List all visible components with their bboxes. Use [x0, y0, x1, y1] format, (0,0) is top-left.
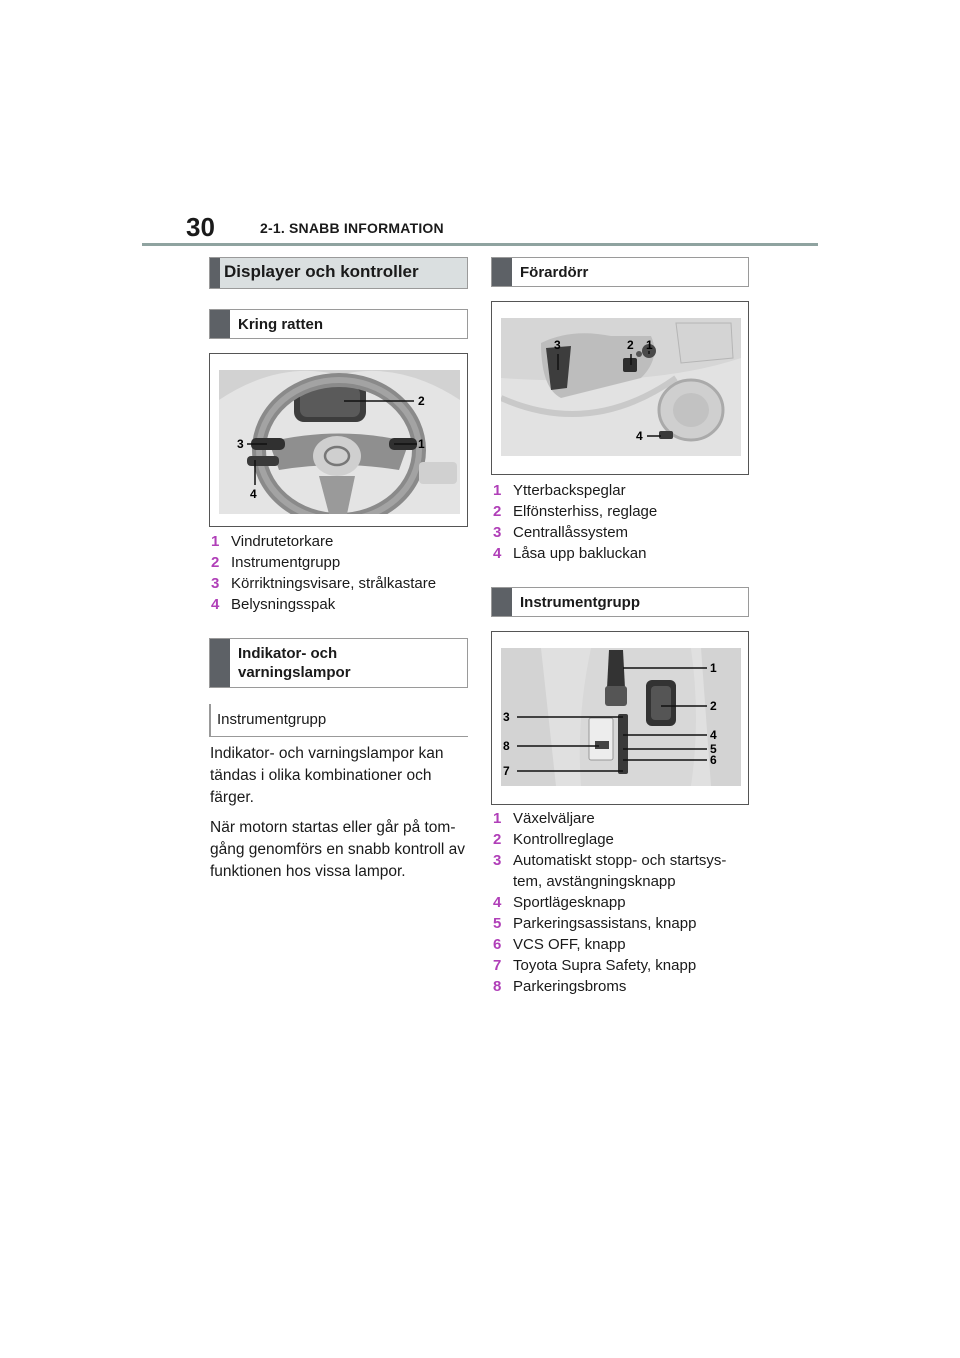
subheading-box-indikator	[209, 638, 468, 688]
callout-2: 2	[627, 338, 634, 352]
page-number: 30	[186, 212, 215, 242]
center-console-illustration	[501, 648, 741, 786]
list-item: 4 Låsa upp bakluckan	[493, 545, 647, 562]
door-controls-list	[493, 480, 753, 564]
subheading-box-forardorr	[491, 257, 749, 287]
callout-4: 4	[250, 487, 257, 501]
subheading-underline	[209, 736, 468, 737]
list-item: 8 Parkeringsbroms	[493, 978, 627, 995]
callout-3: 3	[503, 710, 510, 724]
callout-7: 7	[503, 764, 510, 778]
subheading-kring-ratten: Kring ratten	[238, 316, 324, 333]
header-rule	[142, 243, 818, 246]
list-item: 4 Belysningsspak	[211, 596, 336, 613]
paragraph-1: Indikator- och varningslampor kan tändas i olika kombinationer och färger.	[210, 745, 444, 806]
steering-wheel-figure	[209, 353, 468, 527]
callout-1: 1	[710, 661, 717, 675]
subheading-indikator: Indikator- och varningslampor	[238, 645, 351, 681]
callout-8: 8	[503, 739, 510, 753]
subheading-forardorr: Förardörr	[520, 264, 589, 281]
list-item: 2 Instrumentgrupp	[211, 554, 341, 571]
heading-bar	[210, 258, 220, 288]
paragraph-2: När motorn startas eller går på tom-gång genomförs en snabb kontroll av funktionen hos vissa lampor.	[210, 819, 466, 880]
list-item: 6 VCS OFF, knapp	[493, 936, 626, 953]
subheading-instrumentgrupp-right: Instrumentgrupp	[520, 594, 640, 611]
callout-5: 5	[710, 742, 717, 756]
callout-2: 2	[418, 394, 425, 408]
steering-wheel-illustration	[219, 370, 460, 514]
driver-door-illustration	[501, 318, 741, 456]
callout-4: 4	[710, 728, 717, 742]
callout-2: 2	[710, 699, 717, 713]
list-item: 2 Elfönsterhiss, reglage	[493, 503, 658, 520]
callout-3: 3	[237, 437, 244, 451]
list-item: 3 Automatiskt stopp- och startsys- tem, avstängningsknapp	[493, 852, 727, 890]
callout-1: 1	[418, 437, 425, 451]
list-item: 2 Kontrollreglage	[493, 831, 614, 848]
list-item: 1 Ytterbackspeglar	[493, 482, 626, 499]
list-item: 4 Sportlägesknapp	[493, 894, 626, 911]
console-controls-list	[493, 808, 753, 997]
subheading-box-kring-ratten	[209, 309, 468, 339]
heading-bar	[492, 258, 512, 286]
list-item: 1 Växelväljare	[493, 810, 595, 827]
callout-4: 4	[636, 429, 643, 443]
subheading-box-instrumentgrupp	[491, 587, 749, 617]
list-item: 3 Körriktningsvisare, strålkastare	[211, 575, 437, 592]
section-title: 2-1. SNABB INFORMATION	[260, 220, 444, 236]
subheading-marker	[209, 704, 211, 736]
callout-6: 6	[710, 753, 717, 767]
driver-door-figure	[491, 301, 749, 475]
callout-1: 1	[646, 338, 653, 352]
callout-3: 3	[554, 338, 561, 352]
list-item: 7 Toyota Supra Safety, knapp	[493, 957, 697, 974]
steering-controls-list	[211, 531, 471, 615]
heading-bar	[492, 588, 512, 616]
heading-bar	[210, 310, 230, 338]
list-item: 5 Parkeringsassistans, knapp	[493, 915, 697, 932]
subheading-instrumentgrupp: Instrumentgrupp	[217, 711, 327, 728]
list-item: 1 Vindrutetorkare	[211, 533, 334, 550]
main-heading-box	[209, 257, 468, 289]
list-item: 3 Centrallåssystem	[493, 524, 629, 541]
main-heading: Displayer och kontroller	[224, 262, 419, 281]
center-console-figure	[491, 631, 749, 805]
heading-bar	[210, 639, 230, 687]
